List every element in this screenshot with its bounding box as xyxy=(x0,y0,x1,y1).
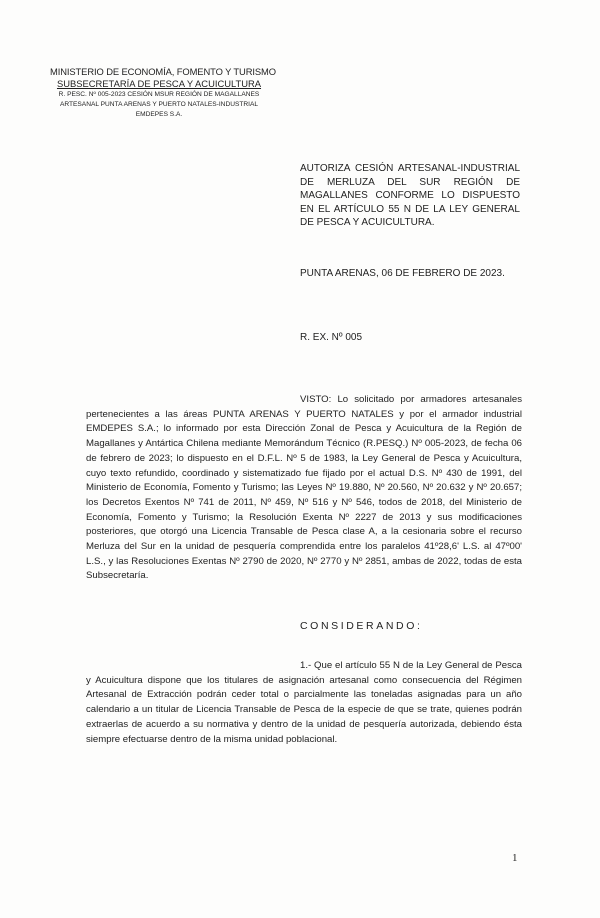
resolution-title: AUTORIZA CESIÓN ARTESANAL-INDUSTRIAL DE MERLUZA DEL SUR REGIÓN DE MAGALLANES CONFORME LO DISPUESTO EN EL ARTÍCULO 55 N DE LA LEY GENERAL DE PESCA Y ACUICULTURA. xyxy=(300,163,520,229)
visto-label: VISTO: xyxy=(300,394,332,405)
reference-line-1: R. PESC. Nº 005-2023 CESIÓN MSUR REGIÓN DE MAGALLANES xyxy=(58,91,260,98)
visto-text: Lo solicitado por armadores artesanales pertenecientes a las áreas PUNTA ARENAS Y PUERTO NATALES y por el armador industrial EMDEPES S.A.; lo informado por esta Dirección Zonal de Pesca y Acuicultura de la Región de Magallanes y Antártica Chilena mediante Memorándum Técnico (R.PESQ.) Nº 005-2023, de fecha 06 de febrero de 2023; lo dispuesto en el D.F.L. Nº 5 de 1983, la Ley General de Pesca y Acuicultura, cuyo texto refundido, coordinado y sistematizado fue fijado por el actual D.S. Nº 430 de 1991, del Ministerio de Economía, Fomento y Turismo; las Leyes Nº 19.880, Nº 20.560, Nº 20.632 y Nº 20.657; los Decretos Exentos Nº 741 de 2011, Nº 459, Nº 516 y Nº 546, todos de 2018, del Ministerio de Economía, Fomento y Turismo; la Resolución Exenta Nº 2227 de 2013 y sus modificaciones posteriores, que otorgó una Licencia Transable de Pesca clase A, a la cesionaria sobre el recurso Merluza del Sur en la unidad de pesquería comprendida entre los paralelos 41º28,6' L.S. al 47º00' L.S., y las Resoluciones Exentas Nº 2790 de 2020, Nº 2770 y Nº 2851, ambas de 2022, todas de esta Subsecretaría. xyxy=(86,394,522,582)
resolution-date: PUNTA ARENAS, 06 DE FEBRERO DE 2023. xyxy=(300,268,505,279)
considerando-heading: CONSIDERANDO: xyxy=(300,620,423,632)
resolution-number: R. EX. Nº 005 xyxy=(300,332,363,343)
considerando-paragraph-1: 1.- Que el artículo 55 N de la Ley General de Pesca y Acuicultura dispone que los titulares de asignación artesanal como consecuencia del Régimen Artesanal de Extracción podrán ceder total o parcialmente las toneladas asignadas para un año calendario a un titular de Licencia Transable de Pesca de la especie de que se trate, quienes podrán extraerlas de acuerdo a su normativa y dentro de la unidad de pesquería autorizada, debiendo ésta siempre efectuarse dentro de la misma unidad poblacional. xyxy=(86,660,522,745)
letterhead xyxy=(50,66,276,120)
subsecretaria-name: SUBSECRETARÍA DE PESCA Y ACUICULTURA xyxy=(56,78,262,89)
reference-line-3: EMDEPES S.A. xyxy=(135,111,183,118)
page-number: 1 xyxy=(512,852,518,864)
ministry-name: MINISTERIO DE ECONOMÍA, FOMENTO Y TURISMO xyxy=(50,66,276,77)
reference-line-2: ARTESANAL PUNTA ARENAS Y PUERTO NATALES-INDUSTRIAL xyxy=(59,101,259,108)
visto-paragraph xyxy=(86,393,522,584)
